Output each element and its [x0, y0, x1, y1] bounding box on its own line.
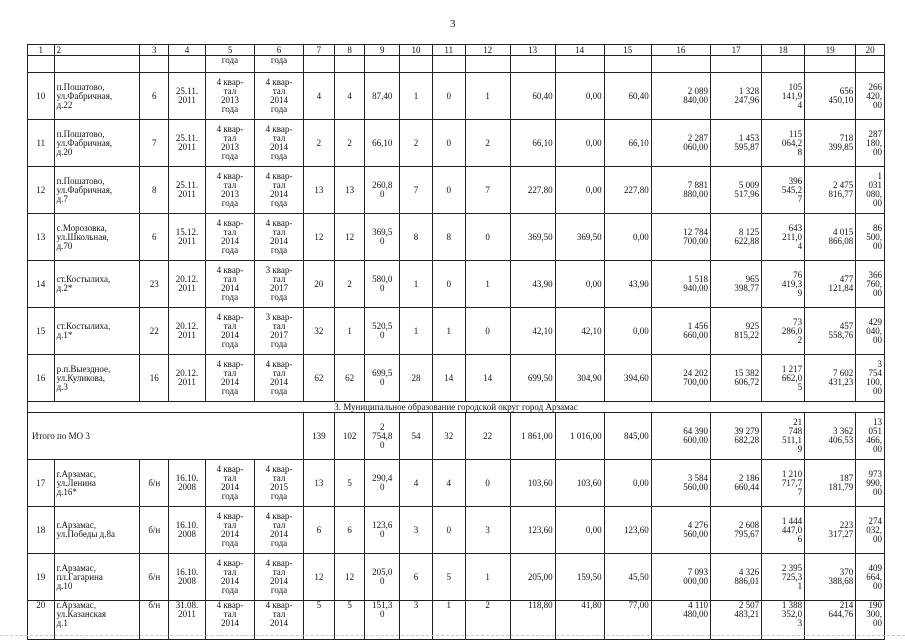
table-cell: 1 518 940,00: [651, 261, 710, 308]
table-cell: 115 064,2 8: [762, 120, 805, 167]
table-cell: 4 квар- тал 2013 года: [205, 167, 254, 214]
table-cell: 396 545,2 7: [762, 167, 805, 214]
table-cell: 6: [140, 73, 169, 120]
table-cell: 205,0 0: [365, 554, 400, 601]
table-cell: г.Арзамас, ул.Победы д.8а: [54, 507, 140, 554]
table-cell: 42,10: [555, 308, 604, 355]
table-cell: 0,00: [604, 308, 651, 355]
table-cell: 4 квар- тал 2014 года: [254, 167, 303, 214]
table-cell: 266 420, 00: [856, 73, 885, 120]
table-cell: 41,80: [555, 601, 604, 640]
table-cell: 1: [400, 261, 433, 308]
table-cell: 20: [28, 601, 55, 640]
table-cell: 17: [28, 460, 55, 507]
table-cell: 0: [465, 460, 510, 507]
table-cell: 43,90: [510, 261, 555, 308]
table-cell: 3: [400, 507, 433, 554]
table-cell: 6: [254, 45, 303, 56]
table-cell: 409 664, 00: [856, 554, 885, 601]
table-cell: 477 121,84: [805, 261, 856, 308]
table-cell: 12: [465, 45, 510, 56]
table-cell: 8: [334, 45, 365, 56]
table-cell: [54, 56, 140, 73]
table-cell: 20.12. 2011: [169, 261, 206, 308]
table-cell: 4 квар- тал 2014 года: [254, 214, 303, 261]
table-cell: 8: [140, 167, 169, 214]
table-cell: 2 395 725,3 1: [762, 554, 805, 601]
table-cell: 656 450,10: [805, 73, 856, 120]
table-cell: 7: [465, 167, 510, 214]
table-cell: 10: [400, 45, 433, 56]
table-cell: 31.08. 2011: [169, 601, 206, 640]
table-cell: 4 квар- тал 2014 года: [205, 308, 254, 355]
table-cell: б/н: [140, 601, 169, 640]
table-cell: 520,5 0: [365, 308, 400, 355]
table-cell: 1: [465, 261, 510, 308]
table-cell: 64 390 600,00: [651, 413, 710, 460]
table-cell: 13: [28, 214, 55, 261]
table-cell: 0: [432, 507, 465, 554]
table-cell: 3 362 406,53: [805, 413, 856, 460]
table-cell: 6: [140, 214, 169, 261]
table-cell: 105 141,9 4: [762, 73, 805, 120]
table-cell: 5: [205, 45, 254, 56]
total-label: Итого по МО 3: [28, 413, 304, 460]
table-cell: 2: [400, 120, 433, 167]
table-cell: 3 квар- тал 2017 года: [254, 261, 303, 308]
table-cell: 4 квар- тал 2014 года: [205, 355, 254, 402]
table-cell: 7 602 431,23: [805, 355, 856, 402]
table-cell: 973 990, 00: [856, 460, 885, 507]
table-row: [28, 308, 885, 355]
table-cell: 8: [400, 214, 433, 261]
table-cell: 76 419,3 9: [762, 261, 805, 308]
table-cell: [651, 56, 710, 73]
table-cell: 0: [465, 214, 510, 261]
table-cell: 14: [432, 355, 465, 402]
table-cell: 18: [28, 507, 55, 554]
table-cell: 3: [400, 601, 433, 640]
section-title: 3. Муниципальное образование городской округ город Арзамас: [28, 402, 885, 413]
table-cell: 13 051 466, 00: [856, 413, 885, 460]
table-row: [28, 120, 885, 167]
page-bottom-edge: [0, 635, 905, 640]
table-cell: 3: [140, 45, 169, 56]
table-cell: 0,00: [604, 214, 651, 261]
table-cell: [805, 56, 856, 73]
table-row: [28, 167, 885, 214]
table-cell: [140, 56, 169, 73]
table-cell: 370 388,68: [805, 554, 856, 601]
table-cell: 4 квар- тал 2014 года: [205, 554, 254, 601]
table-cell: 45,50: [604, 554, 651, 601]
table-cell: р.п.Выездное, ул.Куликова, д.3: [54, 355, 140, 402]
table-cell: 2: [465, 601, 510, 640]
table-cell: п.Пошатово, ул.Фабричная, д.7: [54, 167, 140, 214]
table-cell: 369,5 0: [365, 214, 400, 261]
table-cell: 43,90: [604, 261, 651, 308]
table-cell: [555, 56, 604, 73]
table-cell: 24 202 700,00: [651, 355, 710, 402]
table-cell: 77,00: [604, 601, 651, 640]
table-cell: 12 784 700,00: [651, 214, 710, 261]
table-cell: 718 399,85: [805, 120, 856, 167]
table-cell: б/н: [140, 554, 169, 601]
table-cell: 19: [805, 45, 856, 56]
table-cell: 0,00: [555, 261, 604, 308]
table-cell: 3 584 560,00: [651, 460, 710, 507]
table-cell: б/н: [140, 507, 169, 554]
table-cell: 66,10: [604, 120, 651, 167]
table-cell: 102: [334, 413, 365, 460]
section-row: [28, 402, 885, 413]
table-cell: 1: [432, 308, 465, 355]
table-cell: [465, 56, 510, 73]
table-cell: п.Пошатово, ул.Фабричная, д.20: [54, 120, 140, 167]
table-cell: 227,80: [510, 167, 555, 214]
table-cell: [400, 56, 433, 73]
table-cell: 4: [400, 460, 433, 507]
table-cell: 580,0 0: [365, 261, 400, 308]
table-cell: 290,4 0: [365, 460, 400, 507]
table-cell: 2 475 816,77: [805, 167, 856, 214]
table-cell: 19: [28, 554, 55, 601]
table-cell: [169, 56, 206, 73]
table-body: [28, 45, 885, 640]
table-cell: [334, 56, 365, 73]
table-cell: 214 644,76: [805, 601, 856, 640]
table-cell: 3 квар- тал 2017 года: [254, 308, 303, 355]
table-cell: 1 016,00: [555, 413, 604, 460]
table-cell: 4 квар- тал 2014 года: [205, 261, 254, 308]
table-cell: 13: [304, 460, 335, 507]
table-cell: 18: [762, 45, 805, 56]
table-cell: 205,00: [510, 554, 555, 601]
table-cell: 4 квар- тал 2013 года: [205, 73, 254, 120]
table-cell: 5: [334, 601, 365, 640]
table-cell: 6: [304, 507, 335, 554]
data-table: [27, 44, 885, 640]
table-cell: 16.10. 2008: [169, 460, 206, 507]
table-cell: 0: [432, 167, 465, 214]
table-cell: 6: [400, 554, 433, 601]
table-cell: 21 748 511,1 9: [762, 413, 805, 460]
table-cell: 1 453 595,87: [711, 120, 762, 167]
table-cell: 3: [465, 507, 510, 554]
table-cell: 22: [140, 308, 169, 355]
table-row: [28, 355, 885, 402]
table-cell: 86 500, 00: [856, 214, 885, 261]
table-cell: 1 444 447,0 6: [762, 507, 805, 554]
table-cell: 103,60: [555, 460, 604, 507]
table-cell: 7: [304, 45, 335, 56]
table-cell: 7: [400, 167, 433, 214]
table-cell: 1 328 247,96: [711, 73, 762, 120]
table-cell: 1 388 352,0 3: [762, 601, 805, 640]
table-cell: 187 181,79: [805, 460, 856, 507]
table-cell: 4: [169, 45, 206, 56]
table-cell: 7 881 880,00: [651, 167, 710, 214]
table-cell: 4 квар- тал 2014 года: [205, 214, 254, 261]
total-row: [28, 413, 885, 460]
table-cell: 4 326 886,01: [711, 554, 762, 601]
table-cell: 16.10. 2008: [169, 554, 206, 601]
table-cell: 1 217 662,0 5: [762, 355, 805, 402]
table-cell: 22: [465, 413, 510, 460]
table-cell: г.Арзамас, ул.Ленина д.16*: [54, 460, 140, 507]
table-cell: 60,40: [604, 73, 651, 120]
table-cell: ст.Костылиха, д.1*: [54, 308, 140, 355]
table-cell: 4: [334, 73, 365, 120]
table-cell: 1: [465, 554, 510, 601]
table-cell: 4 квар- тал 2014 года: [254, 355, 303, 402]
table-cell: 15 382 606,72: [711, 355, 762, 402]
table-cell: 699,5 0: [365, 355, 400, 402]
table-cell: 2: [54, 45, 140, 56]
table-cell: 25.11. 2011: [169, 167, 206, 214]
table-cell: 16: [28, 355, 55, 402]
table-cell: 14: [28, 261, 55, 308]
table-cell: 23: [140, 261, 169, 308]
table-row: [28, 73, 885, 120]
table-cell: [304, 56, 335, 73]
table-cell: 0: [432, 120, 465, 167]
table-cell: 643 211,0 4: [762, 214, 805, 261]
table-cell: 223 317,27: [805, 507, 856, 554]
table-cell: [432, 56, 465, 73]
table-cell: 1: [465, 73, 510, 120]
table-cell: 11: [432, 45, 465, 56]
table-cell: 1 031 080, 00: [856, 167, 885, 214]
table-cell: 25.11. 2011: [169, 120, 206, 167]
table-cell: 62: [304, 355, 335, 402]
table-cell: 287 180, 00: [856, 120, 885, 167]
table-cell: 20: [304, 261, 335, 308]
table-cell: 8: [432, 214, 465, 261]
table-cell: 7 093 000,00: [651, 554, 710, 601]
table-cell: 159,50: [555, 554, 604, 601]
table-cell: 0,00: [555, 507, 604, 554]
table-cell: 227,80: [604, 167, 651, 214]
table-cell: 20: [856, 45, 885, 56]
table-cell: 15.12. 2011: [169, 214, 206, 261]
table-cell: 2 287 060,00: [651, 120, 710, 167]
table-cell: ст.Костылиха, д.2*: [54, 261, 140, 308]
table-cell: 4 квар- тал 2014 года: [254, 507, 303, 554]
table-cell: 394,60: [604, 355, 651, 402]
table-cell: 28: [400, 355, 433, 402]
table-cell: с.Морозовка, ул.Школьная, д.70: [54, 214, 140, 261]
table-cell: 4 015 866,08: [805, 214, 856, 261]
table-cell: 103,60: [510, 460, 555, 507]
table-cell: 20.12. 2011: [169, 355, 206, 402]
table-row: [28, 261, 885, 308]
table-cell: 12: [28, 167, 55, 214]
table-cell: 429 040, 00: [856, 308, 885, 355]
table-cell: 0,00: [555, 167, 604, 214]
table-cell: 1: [28, 45, 55, 56]
table-row: [28, 507, 885, 554]
table-cell: 32: [432, 413, 465, 460]
table-cell: 1: [400, 308, 433, 355]
table-cell: 10: [28, 73, 55, 120]
table-row: [28, 214, 885, 261]
table-cell: 87,40: [365, 73, 400, 120]
table-cell: 2 608 795,67: [711, 507, 762, 554]
table-cell: 13: [510, 45, 555, 56]
table-cell: 123,60: [510, 507, 555, 554]
table-cell: 6: [334, 507, 365, 554]
table-cell: г.Арзамас, ул.Казанская д.1: [54, 601, 140, 640]
table-cell: 5: [304, 601, 335, 640]
table-cell: 15: [28, 308, 55, 355]
table-cell: 73 286,0 2: [762, 308, 805, 355]
table-cell: 3 754 100, 00: [856, 355, 885, 402]
table-cell: 20.12. 2011: [169, 308, 206, 355]
table-cell: 1: [400, 73, 433, 120]
table-cell: 15: [604, 45, 651, 56]
table-cell: 11: [28, 120, 55, 167]
table-cell: 25.11. 2011: [169, 73, 206, 120]
table-cell: 0: [432, 261, 465, 308]
table-cell: 274 032, 00: [856, 507, 885, 554]
table-cell: б/н: [140, 460, 169, 507]
table-cell: [711, 56, 762, 73]
table-cell: 12: [304, 554, 335, 601]
table-cell: 2: [465, 120, 510, 167]
table-cell: 4: [432, 460, 465, 507]
table-cell: 4 квар- тал 2015 года: [254, 460, 303, 507]
table-row: [28, 56, 885, 73]
table-cell: 60,40: [510, 73, 555, 120]
table-cell: 54: [400, 413, 433, 460]
table-cell: 4 276 560,00: [651, 507, 710, 554]
table-cell: 4 квар- тал 2014 года: [254, 554, 303, 601]
table-cell: 139: [304, 413, 335, 460]
table-cell: 4 квар- тал 2014 года: [205, 507, 254, 554]
table-cell: 5: [334, 460, 365, 507]
table-cell: 9: [365, 45, 400, 56]
table-cell: 118,80: [510, 601, 555, 640]
page-number: 3: [450, 18, 456, 30]
table-cell: 1 210 717,7 7: [762, 460, 805, 507]
table-cell: 62: [334, 355, 365, 402]
table-cell: 0,00: [604, 460, 651, 507]
table-cell: 16: [651, 45, 710, 56]
header-row: [28, 45, 885, 56]
table-cell: 123,6 0: [365, 507, 400, 554]
table-cell: 0: [432, 73, 465, 120]
table-cell: 42,10: [510, 308, 555, 355]
table-cell: 2 186 660,44: [711, 460, 762, 507]
table-cell: п.Пошатово, ул.Фабричная, д.22: [54, 73, 140, 120]
table-cell: [28, 56, 55, 73]
table-cell: 304,90: [555, 355, 604, 402]
table-cell: 5 009 517,96: [711, 167, 762, 214]
table-cell: 0,00: [555, 73, 604, 120]
table-cell: 965 398,77: [711, 261, 762, 308]
table-cell: 2: [304, 120, 335, 167]
table-cell: 17: [711, 45, 762, 56]
table-cell: 32: [304, 308, 335, 355]
table-cell: 457 558,76: [805, 308, 856, 355]
table-cell: 0,00: [555, 120, 604, 167]
table-cell: 366 760, 00: [856, 261, 885, 308]
table-cell: 16.10. 2008: [169, 507, 206, 554]
table-cell: 14: [465, 355, 510, 402]
table-cell: 66,10: [365, 120, 400, 167]
table-cell: [856, 56, 885, 73]
table-cell: [762, 56, 805, 73]
table-cell: года: [254, 56, 303, 73]
table-cell: 1 456 660,00: [651, 308, 710, 355]
table-cell: 1: [334, 308, 365, 355]
table-cell: года: [205, 56, 254, 73]
table-cell: 151,3 0: [365, 601, 400, 640]
table-cell: г.Арзамас, пл.Гагарина д.10: [54, 554, 140, 601]
table-cell: 4 квар- тал 2014 года: [254, 120, 303, 167]
table-cell: 699,50: [510, 355, 555, 402]
table-cell: 2 507 483,21: [711, 601, 762, 640]
table-cell: 12: [334, 554, 365, 601]
table-cell: 13: [304, 167, 335, 214]
table-row: [28, 554, 885, 601]
table-cell: 12: [334, 214, 365, 261]
table-cell: 369,50: [510, 214, 555, 261]
table-cell: 123,60: [604, 507, 651, 554]
table-cell: [510, 56, 555, 73]
table-cell: 39 279 682,28: [711, 413, 762, 460]
table-cell: 66,10: [510, 120, 555, 167]
table-cell: 0: [465, 308, 510, 355]
table-cell: [365, 56, 400, 73]
table-cell: 16: [140, 355, 169, 402]
table-cell: 2 089 840,00: [651, 73, 710, 120]
table-cell: 260,8 0: [365, 167, 400, 214]
table-cell: 190 300, 00: [856, 601, 885, 640]
table-cell: 369,50: [555, 214, 604, 261]
table-cell: 5: [432, 554, 465, 601]
table-cell: 4 квар- тал 2014: [254, 601, 303, 640]
table-cell: 4 квар- тал 2013 года: [205, 120, 254, 167]
table-cell: 2: [334, 261, 365, 308]
table-cell: 925 815,22: [711, 308, 762, 355]
table-cell: 2 754,8 0: [365, 413, 400, 460]
table-cell: 845,00: [604, 413, 651, 460]
table-cell: 2: [334, 120, 365, 167]
table-cell: 4 110 480,00: [651, 601, 710, 640]
table-cell: 12: [304, 214, 335, 261]
table-cell: 8 125 622,88: [711, 214, 762, 261]
table-cell: 4 квар- тал 2014 года: [254, 73, 303, 120]
table-cell: 4: [304, 73, 335, 120]
table-cell: 4 квар- тал 2014 года: [205, 460, 254, 507]
table-cell: 1: [432, 601, 465, 640]
table-cell: 4 квар- тал 2014: [205, 601, 254, 640]
table-cell: 14: [555, 45, 604, 56]
table-cell: 13: [334, 167, 365, 214]
table-row: [28, 460, 885, 507]
table-cell: [604, 56, 651, 73]
table-cell: 1 861,00: [510, 413, 555, 460]
table-cell: 7: [140, 120, 169, 167]
table-row: [28, 601, 885, 640]
